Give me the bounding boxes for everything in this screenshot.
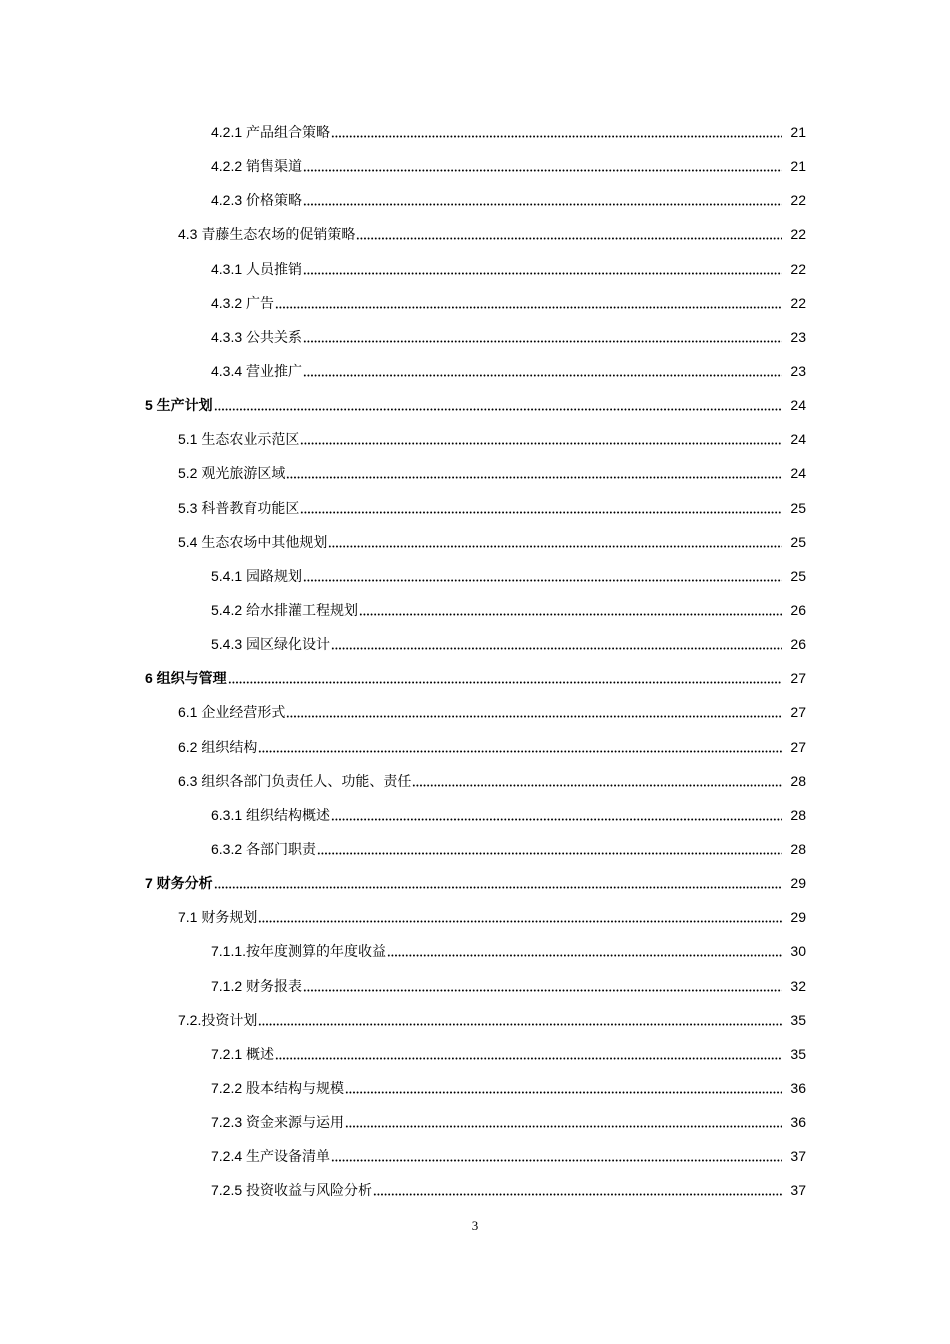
toc-entry-label: 5.4.1 园路规划 — [211, 567, 303, 584]
toc-entry-label: 5.1 生态农业示范区 — [178, 431, 300, 448]
toc-dot-leader — [359, 604, 782, 616]
toc-entry[interactable] — [0, 1139, 950, 1173]
toc-dot-leader — [345, 1116, 782, 1128]
toc-dot-leader — [214, 399, 782, 411]
toc-entry-label: 4.3.2 广告 — [211, 294, 275, 311]
toc-entry[interactable] — [0, 559, 950, 593]
toc-entry[interactable] — [0, 252, 950, 286]
toc-entry[interactable] — [0, 832, 950, 866]
toc-entry-page: 21 — [790, 158, 806, 175]
toc-entry-label: 6.1 企业经营形式 — [178, 704, 286, 721]
toc-entry[interactable] — [0, 491, 950, 525]
toc-entry-label: 7.2.2 股本结构与规模 — [211, 1080, 345, 1096]
toc-entry-page: 29 — [790, 875, 806, 892]
toc-entry[interactable] — [0, 969, 950, 1003]
toc-entry-label: 7.1.1.按年度测算的年度收益 — [211, 943, 387, 960]
toc-entry-page: 28 — [790, 841, 806, 858]
toc-entry-page: 25 — [790, 567, 806, 584]
toc-entry-label: 7.1.2 财务报表 — [211, 977, 303, 994]
toc-entry-label: 7.2.4 生产设备清单 — [211, 1148, 331, 1165]
toc-entry[interactable] — [0, 183, 950, 217]
toc-dot-leader — [300, 502, 782, 514]
toc-entry-label: 6.3.1 组织结构概述 — [211, 806, 331, 823]
toc-entry-label: 5.4 生态农场中其他规划 — [178, 533, 328, 550]
toc-dot-leader — [275, 297, 782, 309]
toc-dot-leader — [303, 331, 782, 343]
toc-entry[interactable] — [0, 422, 950, 456]
toc-entry-label: 4.2.1 产品组合策略 — [211, 124, 331, 141]
toc-entry-page: 23 — [790, 328, 806, 345]
toc-entry[interactable] — [0, 798, 950, 832]
toc-dot-leader — [317, 843, 782, 855]
toc-dot-leader — [303, 160, 782, 172]
toc-dot-leader — [328, 536, 782, 548]
toc-entry[interactable] — [0, 217, 950, 251]
toc-dot-leader — [303, 980, 782, 992]
toc-entry[interactable] — [0, 593, 950, 627]
toc-entry-page: 23 — [790, 363, 806, 380]
toc-entry[interactable] — [0, 149, 950, 183]
toc-dot-leader — [373, 1184, 782, 1196]
toc-entry-page: 22 — [790, 192, 806, 209]
toc-entry-label: 4.3.1 人员推销 — [211, 260, 303, 277]
toc-entry[interactable] — [0, 320, 950, 354]
toc-entry-page: 36 — [790, 1080, 806, 1096]
toc-dot-leader — [412, 775, 782, 787]
toc-entry[interactable] — [0, 456, 950, 490]
toc-entry[interactable] — [0, 525, 950, 559]
toc-entry-label: 7.2.3 资金来源与运用 — [211, 1114, 345, 1131]
toc-dot-leader — [303, 365, 782, 377]
toc-entry[interactable] — [0, 388, 950, 422]
toc-dot-leader — [356, 228, 782, 240]
toc-entry[interactable] — [0, 115, 950, 149]
toc-entry-page: 24 — [790, 431, 806, 448]
toc-entry[interactable] — [0, 1071, 950, 1105]
toc-dot-leader — [258, 1014, 782, 1026]
toc-entry-page: 36 — [790, 1114, 806, 1131]
toc-entry-page: 22 — [790, 294, 806, 311]
toc-entry[interactable] — [0, 1105, 950, 1139]
toc-entry[interactable] — [0, 900, 950, 934]
toc-entry[interactable] — [0, 627, 950, 661]
toc-entry-label: 4.3.4 营业推广 — [211, 363, 303, 380]
toc-dot-leader — [300, 433, 782, 445]
toc-entry-page: 25 — [790, 499, 806, 516]
toc-entry-label: 6.3.2 各部门职责 — [211, 841, 317, 858]
toc-dot-leader — [258, 911, 782, 923]
toc-entry-page: 27 — [790, 704, 806, 721]
toc-entry-label: 7 财务分析 — [145, 875, 213, 892]
toc-dot-leader — [258, 741, 782, 753]
toc-dot-leader — [331, 809, 782, 821]
toc-entry[interactable] — [0, 1173, 950, 1207]
toc-entry[interactable] — [0, 286, 950, 320]
toc-entry-label: 7.2.5 投资收益与风险分析 — [211, 1182, 373, 1199]
toc-entry[interactable] — [0, 866, 950, 900]
toc-dot-leader — [387, 945, 782, 957]
toc-entry-label: 5.4.2 给水排灌工程规划 — [211, 602, 359, 619]
toc-entry[interactable] — [0, 1037, 950, 1071]
toc-entry[interactable] — [0, 661, 950, 695]
toc-entry-label: 4.3 青藤生态农场的促销策略 — [178, 226, 356, 243]
toc-entry-page: 35 — [790, 1011, 806, 1028]
toc-dot-leader — [286, 706, 782, 718]
toc-entry-label: 4.2.3 价格策略 — [211, 192, 303, 209]
toc-dot-leader — [303, 570, 782, 582]
toc-entry-page: 25 — [790, 533, 806, 550]
toc-entry-page: 26 — [790, 636, 806, 653]
toc-entry-page: 26 — [790, 602, 806, 619]
toc-entry-label: 4.2.2 销售渠道 — [211, 158, 303, 175]
toc-dot-leader — [303, 194, 782, 206]
toc-dot-leader — [331, 126, 782, 138]
toc-entry-label: 5.3 科普教育功能区 — [178, 499, 300, 516]
toc-entry-label: 4.3.3 公共关系 — [211, 328, 303, 345]
toc-entry[interactable] — [0, 1003, 950, 1037]
toc-entry-page: 24 — [790, 397, 806, 414]
toc-dot-leader — [331, 638, 782, 650]
toc-entry-page: 22 — [790, 260, 806, 277]
toc-entry-page: 29 — [790, 909, 806, 926]
toc-entry-label: 6.2 组织结构 — [178, 738, 258, 755]
page-number: 3 — [471, 1218, 479, 1233]
toc-entry[interactable] — [0, 934, 950, 968]
toc-entry-page: 35 — [790, 1045, 806, 1062]
toc-entry-page: 28 — [790, 772, 806, 789]
toc-dot-leader — [286, 467, 782, 479]
table-of-contents — [0, 115, 950, 1208]
toc-entry[interactable] — [0, 695, 950, 729]
toc-entry-page: 24 — [790, 465, 806, 482]
toc-dot-leader — [214, 877, 782, 889]
toc-dot-leader — [275, 1048, 782, 1060]
toc-entry-page: 27 — [790, 738, 806, 755]
toc-entry-page: 37 — [790, 1148, 806, 1165]
toc-dot-leader — [228, 672, 782, 684]
toc-entry-label: 5.2 观光旅游区域 — [178, 465, 286, 482]
toc-entry-label: 6 组织与管理 — [145, 670, 227, 687]
toc-dot-leader — [331, 1150, 782, 1162]
toc-entry-page: 32 — [790, 977, 806, 994]
toc-entry-label: 5 生产计划 — [145, 397, 213, 414]
toc-entry-page: 27 — [790, 670, 806, 687]
toc-entry[interactable] — [0, 730, 950, 764]
toc-entry-page: 28 — [790, 806, 806, 823]
toc-entry-label: 7.1 财务规划 — [178, 909, 258, 926]
toc-entry-label: 7.2.1 概述 — [211, 1045, 275, 1062]
toc-entry[interactable] — [0, 354, 950, 388]
toc-entry-page: 22 — [790, 226, 806, 243]
toc-dot-leader — [345, 1082, 782, 1094]
toc-entry-page: 21 — [790, 124, 806, 141]
toc-entry[interactable] — [0, 764, 950, 798]
toc-entry-label: 6.3 组织各部门负责任人、功能、责任 — [178, 772, 412, 789]
toc-entry-label: 5.4.3 园区绿化设计 — [211, 636, 331, 653]
toc-entry-page: 37 — [790, 1182, 806, 1199]
toc-entry-label: 7.2.投资计划 — [178, 1011, 258, 1028]
toc-entry-page: 30 — [790, 943, 806, 960]
toc-dot-leader — [303, 263, 782, 275]
